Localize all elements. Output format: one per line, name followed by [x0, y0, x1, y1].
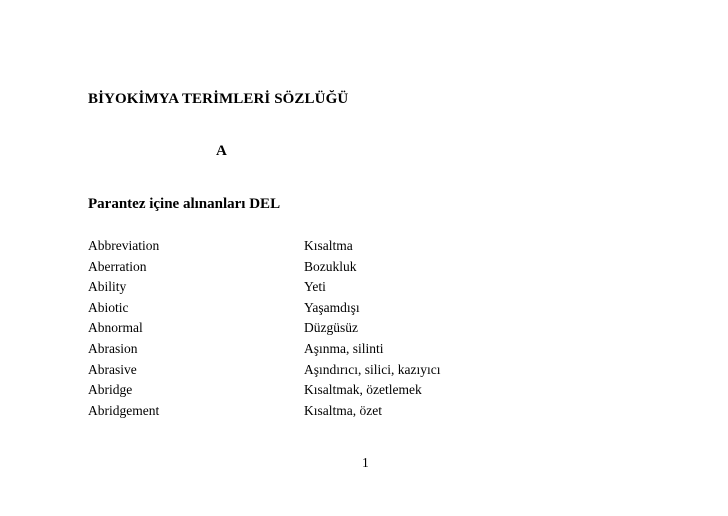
term-turkish: Aşınma, silinti [304, 340, 384, 356]
term-turkish: Aşındırıcı, silici, kazıyıcı [304, 361, 441, 377]
term-row [88, 238, 508, 259]
term-list [88, 238, 508, 423]
term-row [88, 341, 508, 362]
term-turkish: Düzgüsüz [304, 320, 358, 336]
term-english: Abrasive [88, 361, 137, 377]
term-english: Abnormal [88, 320, 143, 336]
term-english: Abbreviation [88, 238, 160, 253]
term-english: Abridge [88, 382, 133, 398]
term-turkish: Bozukluk [304, 258, 357, 274]
term-row [88, 362, 508, 383]
page-number: 1 [362, 455, 369, 470]
term-turkish: Kısaltmak, özetlemek [304, 382, 422, 398]
term-row [88, 403, 508, 424]
term-turkish: Yaşamdışı [304, 299, 360, 315]
term-row [88, 382, 508, 403]
term-row [88, 279, 508, 300]
term-english: Abridgement [88, 402, 160, 418]
section-letter: A [216, 143, 227, 159]
term-row [88, 320, 508, 341]
term-turkish: Kısaltma, özet [304, 402, 382, 418]
term-row [88, 259, 508, 280]
term-english: Abiotic [88, 299, 129, 315]
term-turkish: Kısaltma [304, 238, 353, 253]
term-row [88, 300, 508, 321]
instruction-text: Parantez içine alınanları DEL [88, 196, 281, 212]
term-english: Abrasion [88, 340, 138, 356]
term-turkish: Yeti [304, 279, 326, 295]
term-english: Ability [88, 279, 127, 295]
document-title: BİYOKİMYA TERİMLERİ SÖZLÜĞÜ [88, 91, 349, 107]
term-english: Aberration [88, 258, 147, 274]
